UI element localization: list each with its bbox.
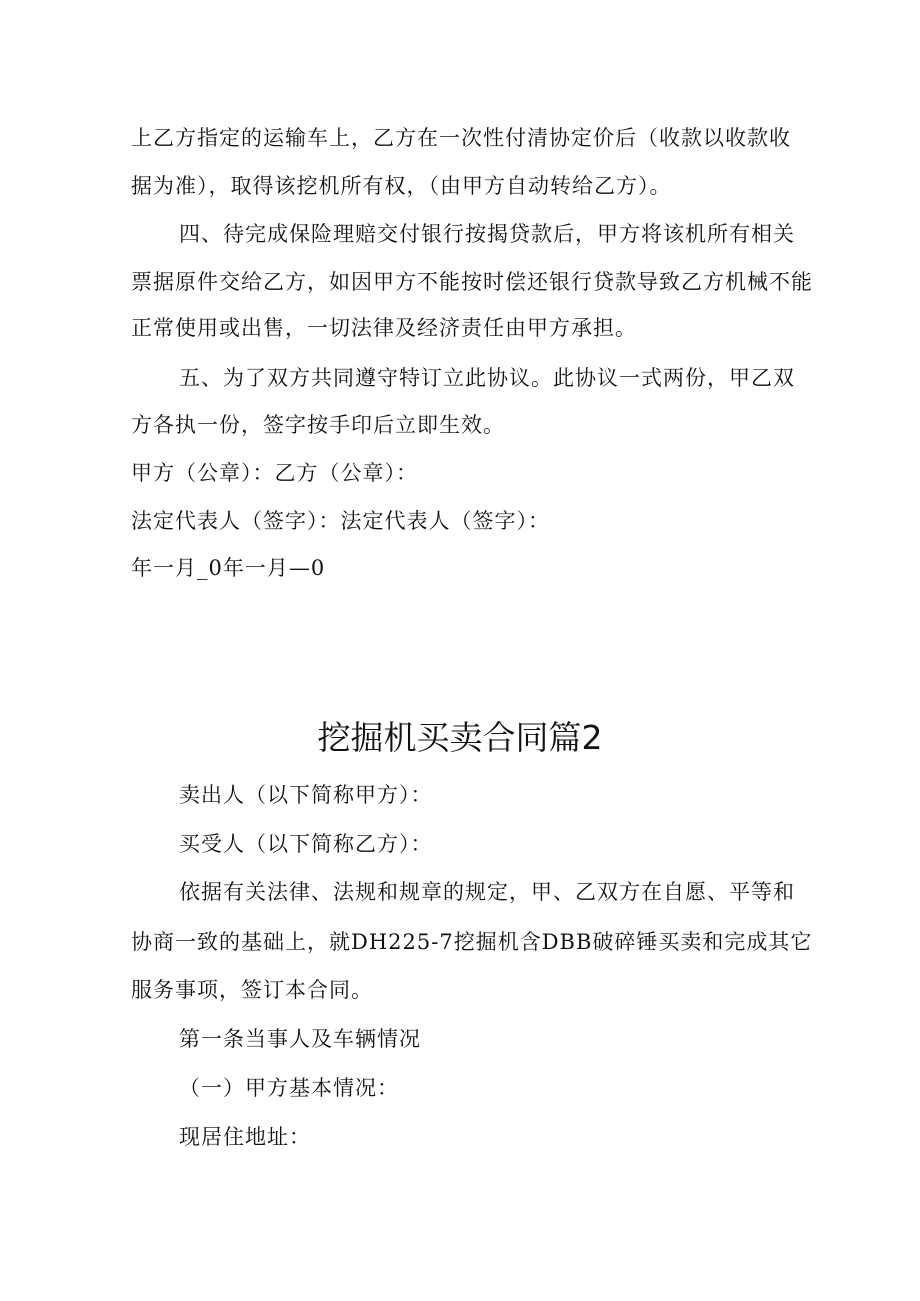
paragraph-line: 上乙方指定的运输车上，乙方在一次性付清协定价后（收款以收款收 xyxy=(131,126,791,150)
paragraph-line: 票据原件交给乙方，如因甲方不能按时偿还银行贷款导致乙方机械不能 xyxy=(131,270,813,294)
buyer-line: 买受人（以下简称乙方）： xyxy=(179,832,433,856)
sub-heading: （一）甲方基本情况： xyxy=(179,1076,399,1100)
paragraph-line: 据为准），取得该挖机所有权，（由甲方自动转给乙方）。 xyxy=(131,174,672,198)
section-title: 挖掘机买卖合同篇2 xyxy=(317,718,603,757)
date-line: 年一月_0年一月—0 xyxy=(131,556,326,580)
paragraph-line: 协商一致的基础上，就DH225-7挖掘机含DBB破碎锤买卖和完成其它 xyxy=(131,930,813,954)
paragraph-line: 正常使用或出售，一切法律及经济责任由甲方承担。 xyxy=(131,316,637,340)
paragraph-line: 四、待完成保险理赔交付银行按揭贷款后，甲方将该机所有相关 xyxy=(179,222,795,246)
seller-line: 卖出人（以下简称甲方）： xyxy=(179,783,433,807)
field-label: 现居住地址： xyxy=(179,1125,311,1149)
paragraph-line: 五、为了双方共同遵守特订立此协议。此协议一式两份，甲乙双 xyxy=(179,366,795,390)
paragraph-line: 服务事项，签订本合同。 xyxy=(131,978,373,1002)
paragraph-line: 依据有关法律、法规和规章的规定，甲、乙双方在自愿、平等和 xyxy=(179,880,795,904)
article-heading: 第一条当事人及车辆情况 xyxy=(179,1027,421,1051)
paragraph-line: 方各执一份，签字按手印后立即生效。 xyxy=(131,413,505,437)
signature-rep-line: 法定代表人（签字）：法定代表人（签字）： xyxy=(131,509,550,533)
signature-party-line: 甲方（公章）：乙方（公章）： xyxy=(131,461,418,485)
